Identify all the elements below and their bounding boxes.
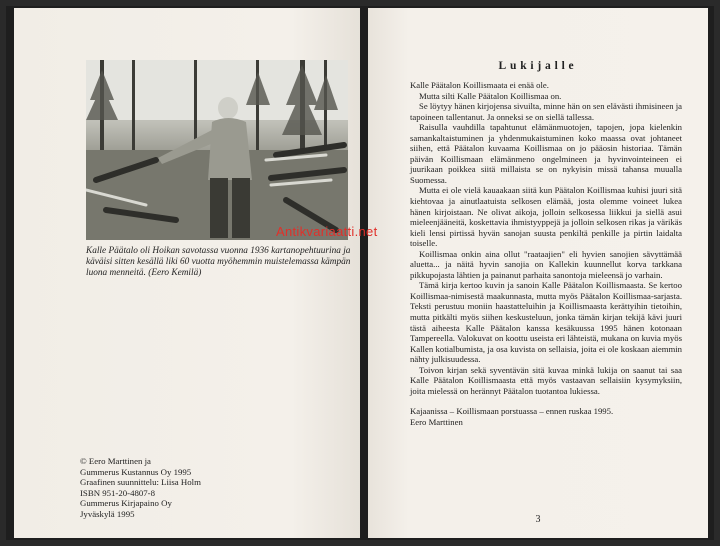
page-heading: Lukijalle	[498, 60, 578, 72]
paragraph: Kalle Päätalon Koillismaata ei enää ole.	[410, 80, 549, 90]
forest-photo	[86, 60, 348, 240]
paragraph: Raisulla vauhdilla tapahtunut elämänmuotojen, tapojen, jopa kielenkin samankaltaistuminen ja yhdenmukaistuminen koko maassa ovat johtaneet siihen, että Päätalon kuvaama Koillismaa on jo pääosin historiaa. Tämän päivän Koillismaan elämänmeno ongelmineen ja hyvinvointeineen ei juurikaan poikkea siitä millaista se on nykyisin missä tahansa muualla Suomessa.	[410, 122, 682, 185]
right-page	[368, 8, 708, 538]
signature-name: Eero Marttinen	[410, 416, 463, 427]
book-spread	[6, 6, 714, 540]
page-number: 3	[535, 514, 541, 525]
paragraph: Tämä kirja kertoo kuvin ja sanoin Kalle Päätalon Koillismaasta. Se kertoo Koillismaa-nimisestä maakunnasta, mutta myös Päätalon Koillismaa-sarjasta. Teksti perustuu moniin haastatteluihin ja Koillismaasta kerättyihin tietoihin, mutta pitkälti myös siihen keskusteluun, jonka tämän kirjan tekijä kävi juuri tästä aiheesta Kalle Päätalon kanssa kesäkuussa 1995 hänen kotonaan Tampereella. Valokuvat on koottu useista eri lähteistä, mukana on kuvia myös Kallen kotialbumista, ja osa kuvista on sellaisia, joita ei ole koskaan aiemmin nähty julkisuudessa.	[410, 280, 682, 365]
colophon-line: Gummerus Kustannus Oy 1995	[80, 466, 192, 477]
colophon-line: ISBN 951-20-4807-8	[80, 487, 156, 498]
body-text	[410, 80, 682, 428]
left-page	[14, 8, 360, 538]
paragraph: Mutta ei ole vielä kauaakaan siitä kun Päätalon Koillismaa kuhisi juuri sitä kiehtovaa ja ainutlaatuista selkosen elämää, josta olemme voineet lukea hänen kirjoistaan. Ne olivat aikoja, jolloin selkosessa liikkui ja siellä asui mieleenjääneitä, koskettavia ihmistyyppejä ja jolloin selkosen rikas ja värikäs kieli lensi pirtissä hyvän sanojan suusta penkiltä penkille ja pirtin laidalta toiselle.	[410, 185, 682, 249]
signature-place: Kajaanissa – Koillismaan porstuassa – ennen ruskaa 1995.	[410, 406, 614, 417]
photo-caption: Kalle Päätalo oli Hoikan savotassa vuonna 1936 kartanopehtuurina ja käväisi sitten kesällä liki 60 vuotta myöhemmin muistelemassa kämpän luona menneitä. (Eero Kemilä)	[86, 246, 351, 279]
colophon-line: Gummerus Kirjapaino Oy	[80, 498, 172, 509]
paragraph: Se löytyy hänen kirjojensa sivuilta, minne hän on sen elävästi ihmisineen ja tapoineen tallentanut. Ja onneksi se on siellä tallessa.	[410, 101, 682, 122]
photo-illustration	[86, 60, 348, 240]
colophon-line: Graafinen suunnittelu: Liisa Holm	[80, 477, 201, 488]
watermark-text: Antikvariaatti.net	[276, 224, 378, 239]
paragraph: Toivon kirjan sekä syventävän sitä kuvaa minkä lukija on saanut tai saa Kalle Päätalon Koillismaasta että myös vastaavan sellaisiin kysymyksiin, joita mielessä on herännyt Päätalon tuotantoa lukiessa.	[410, 364, 682, 396]
paragraph: Koillismaa onkin aina ollut "raataajien" eli hyvien sanojien sävyttämää aluetta... ja näitä hyvin sanojia on Kallekin kuunnellut korva tarkkana pikkupojasta lähtien ja painanut parhaita sanontoja mieleensä jo varhain.	[410, 248, 682, 280]
colophon-line: Jyväskylä 1995	[80, 508, 135, 519]
colophon-line: © Eero Marttinen ja	[80, 456, 151, 466]
colophon	[80, 456, 280, 520]
paragraph: Mutta silti Kalle Päätalon Koillismaa on.	[419, 90, 562, 101]
